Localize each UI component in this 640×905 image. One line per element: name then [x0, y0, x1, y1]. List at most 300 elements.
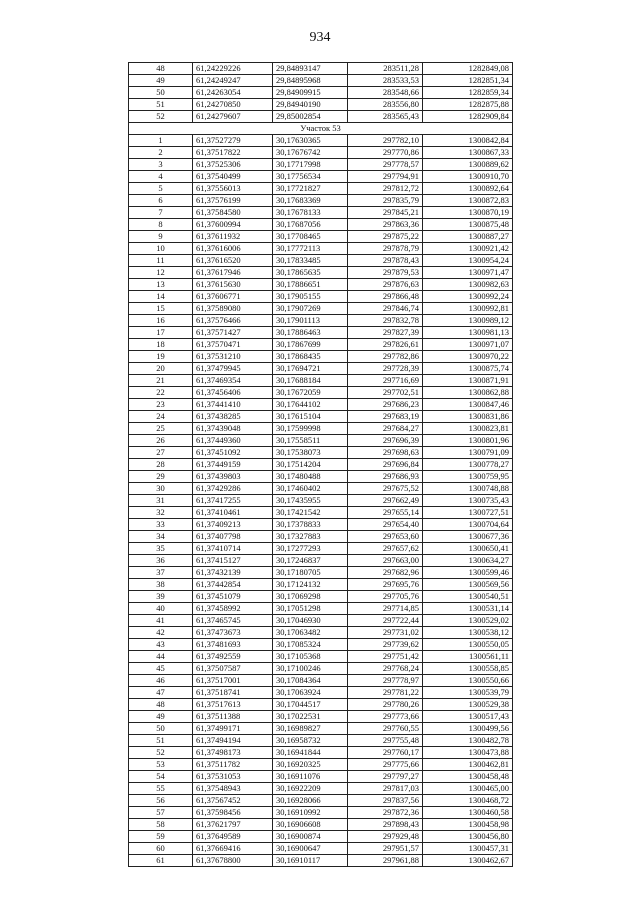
longitude-cell: 30,17676742: [273, 147, 348, 159]
latitude-cell: 61,37606771: [193, 291, 273, 303]
longitude-cell: 30,17717998: [273, 159, 348, 171]
coord-x-cell: 297951,57: [348, 843, 423, 855]
latitude-cell: 61,37469354: [193, 375, 273, 387]
coord-x-cell: 297716,69: [348, 375, 423, 387]
longitude-cell: 30,17630365: [273, 135, 348, 147]
latitude-cell: 61,37517822: [193, 147, 273, 159]
coord-x-cell: 283548,66: [348, 87, 423, 99]
latitude-cell: 61,37556013: [193, 183, 273, 195]
latitude-cell: 61,37540499: [193, 171, 273, 183]
latitude-cell: 61,37417255: [193, 495, 273, 507]
point-number-cell: 60: [129, 843, 193, 855]
point-number-cell: 30: [129, 483, 193, 495]
longitude-cell: 30,16910117: [273, 855, 348, 867]
coord-x-cell: 297794,91: [348, 171, 423, 183]
latitude-cell: 61,37518741: [193, 687, 273, 699]
point-number-cell: 25: [129, 423, 193, 435]
table-row: [129, 435, 513, 447]
coord-x-cell: 297846,74: [348, 303, 423, 315]
point-number-cell: 56: [129, 795, 193, 807]
longitude-cell: 30,17105368: [273, 651, 348, 663]
longitude-cell: 30,17683369: [273, 195, 348, 207]
table-row: [129, 759, 513, 771]
table-row: [129, 627, 513, 639]
table-row: [129, 387, 513, 399]
point-number-cell: 37: [129, 567, 193, 579]
latitude-cell: 61,37456406: [193, 387, 273, 399]
point-number-cell: 33: [129, 519, 193, 531]
latitude-cell: 61,37616006: [193, 243, 273, 255]
point-number-cell: 46: [129, 675, 193, 687]
coord-x-cell: 297898,43: [348, 819, 423, 831]
coord-y-cell: 1300727,51: [423, 507, 513, 519]
latitude-cell: 61,37584580: [193, 207, 273, 219]
coord-x-cell: 297696,84: [348, 459, 423, 471]
table-row: [129, 243, 513, 255]
table-row: [129, 711, 513, 723]
longitude-cell: 30,17085324: [273, 639, 348, 651]
coord-x-cell: 297654,40: [348, 519, 423, 531]
section-header: [129, 123, 513, 135]
point-number-cell: 17: [129, 327, 193, 339]
table-row: [129, 807, 513, 819]
latitude-cell: 61,37410714: [193, 543, 273, 555]
coord-y-cell: 1300529,38: [423, 699, 513, 711]
longitude-cell: 30,17708465: [273, 231, 348, 243]
latitude-cell: 61,37410461: [193, 507, 273, 519]
coord-y-cell: 1300517,43: [423, 711, 513, 723]
point-number-cell: 49: [129, 711, 193, 723]
coord-y-cell: 1300650,41: [423, 543, 513, 555]
coord-y-cell: 1300473,88: [423, 747, 513, 759]
coord-x-cell: 297722,44: [348, 615, 423, 627]
coord-y-cell: 1282849,08: [423, 63, 513, 75]
table-row: [129, 507, 513, 519]
coord-y-cell: 1300499,56: [423, 723, 513, 735]
point-number-cell: 52: [129, 747, 193, 759]
coord-y-cell: 1300550,05: [423, 639, 513, 651]
table-row: [129, 63, 513, 75]
table-row: [129, 639, 513, 651]
coord-x-cell: 297768,24: [348, 663, 423, 675]
table-row: [129, 195, 513, 207]
table-row: [129, 675, 513, 687]
latitude-cell: 61,37616520: [193, 255, 273, 267]
latitude-cell: 61,37494194: [193, 735, 273, 747]
longitude-cell: 30,17421542: [273, 507, 348, 519]
coord-y-cell: 1300887,27: [423, 231, 513, 243]
coord-x-cell: 297705,76: [348, 591, 423, 603]
coord-x-cell: 297827,39: [348, 327, 423, 339]
latitude-cell: 61,24249247: [193, 75, 273, 87]
table-row: [129, 843, 513, 855]
coord-x-cell: 297755,48: [348, 735, 423, 747]
coord-x-cell: 297876,63: [348, 279, 423, 291]
coord-x-cell: 297837,56: [348, 795, 423, 807]
longitude-cell: 30,17051298: [273, 603, 348, 615]
latitude-cell: 61,37442854: [193, 579, 273, 591]
table-row: [129, 423, 513, 435]
coord-x-cell: 297657,62: [348, 543, 423, 555]
point-number-cell: 15: [129, 303, 193, 315]
table-row: [129, 459, 513, 471]
longitude-cell: 30,17615104: [273, 411, 348, 423]
longitude-cell: 30,17435955: [273, 495, 348, 507]
longitude-cell: 30,16911076: [273, 771, 348, 783]
latitude-cell: 61,37576199: [193, 195, 273, 207]
latitude-cell: 61,37598456: [193, 807, 273, 819]
table-row: [129, 495, 513, 507]
longitude-cell: 30,16906608: [273, 819, 348, 831]
latitude-cell: 61,37517001: [193, 675, 273, 687]
coord-y-cell: 1300529,02: [423, 615, 513, 627]
latitude-cell: 61,37525306: [193, 159, 273, 171]
longitude-cell: 30,17833485: [273, 255, 348, 267]
point-number-cell: 34: [129, 531, 193, 543]
point-number-cell: 31: [129, 495, 193, 507]
table-row: [129, 375, 513, 387]
coord-y-cell: 1300823,81: [423, 423, 513, 435]
longitude-cell: 30,17022531: [273, 711, 348, 723]
table-row: [129, 291, 513, 303]
point-number-cell: 3: [129, 159, 193, 171]
table-row: [129, 219, 513, 231]
point-number-cell: 54: [129, 771, 193, 783]
latitude-cell: 61,37451079: [193, 591, 273, 603]
table-row: [129, 183, 513, 195]
table-row: [129, 795, 513, 807]
coord-y-cell: 1282875,88: [423, 99, 513, 111]
latitude-cell: 61,37481693: [193, 639, 273, 651]
latitude-cell: 61,24263054: [193, 87, 273, 99]
point-number-cell: 57: [129, 807, 193, 819]
coord-x-cell: 297683,19: [348, 411, 423, 423]
point-number-cell: 50: [129, 87, 193, 99]
coord-x-cell: 297863,36: [348, 219, 423, 231]
point-number-cell: 22: [129, 387, 193, 399]
coord-y-cell: 1300989,12: [423, 315, 513, 327]
longitude-cell: 30,17084364: [273, 675, 348, 687]
point-number-cell: 8: [129, 219, 193, 231]
longitude-cell: 30,17886651: [273, 279, 348, 291]
longitude-cell: 30,16910992: [273, 807, 348, 819]
longitude-cell: 30,17721827: [273, 183, 348, 195]
point-number-cell: 29: [129, 471, 193, 483]
latitude-cell: 61,24270850: [193, 99, 273, 111]
coord-y-cell: 1300971,47: [423, 267, 513, 279]
point-number-cell: 9: [129, 231, 193, 243]
latitude-cell: 61,37548943: [193, 783, 273, 795]
coord-y-cell: 1300748,88: [423, 483, 513, 495]
longitude-cell: 30,17046930: [273, 615, 348, 627]
point-number-cell: 20: [129, 363, 193, 375]
point-number-cell: 28: [129, 459, 193, 471]
longitude-cell: 30,17460402: [273, 483, 348, 495]
coord-x-cell: 297832,78: [348, 315, 423, 327]
coord-x-cell: 297760,55: [348, 723, 423, 735]
longitude-cell: 30,17124132: [273, 579, 348, 591]
coord-y-cell: 1300842,84: [423, 135, 513, 147]
point-number-cell: 7: [129, 207, 193, 219]
point-number-cell: 11: [129, 255, 193, 267]
coord-x-cell: 297663,00: [348, 555, 423, 567]
latitude-cell: 61,24279607: [193, 111, 273, 123]
table-row: [129, 351, 513, 363]
latitude-cell: 61,37415127: [193, 555, 273, 567]
longitude-cell: 29,84893147: [273, 63, 348, 75]
coord-y-cell: 1282909,84: [423, 111, 513, 123]
point-number-cell: 2: [129, 147, 193, 159]
table-row: [129, 399, 513, 411]
table-row: [129, 615, 513, 627]
latitude-cell: 61,37451092: [193, 447, 273, 459]
longitude-cell: 30,17678133: [273, 207, 348, 219]
coord-y-cell: 1300847,46: [423, 399, 513, 411]
longitude-cell: 30,16900647: [273, 843, 348, 855]
point-number-cell: 12: [129, 267, 193, 279]
coord-x-cell: 297695,76: [348, 579, 423, 591]
latitude-cell: 61,37498173: [193, 747, 273, 759]
longitude-cell: 30,17558511: [273, 435, 348, 447]
table-row: [129, 159, 513, 171]
coord-x-cell: 297698,63: [348, 447, 423, 459]
latitude-cell: 61,37439048: [193, 423, 273, 435]
longitude-cell: 29,84940190: [273, 99, 348, 111]
latitude-cell: 61,37570471: [193, 339, 273, 351]
longitude-cell: 30,17044517: [273, 699, 348, 711]
latitude-cell: 61,37615630: [193, 279, 273, 291]
coord-y-cell: 1300457,31: [423, 843, 513, 855]
longitude-cell: 30,17599998: [273, 423, 348, 435]
coord-y-cell: 1300462,81: [423, 759, 513, 771]
coord-x-cell: 297675,52: [348, 483, 423, 495]
latitude-cell: 61,37439803: [193, 471, 273, 483]
coord-y-cell: 1300540,51: [423, 591, 513, 603]
coord-x-cell: 297812,72: [348, 183, 423, 195]
point-number-cell: 35: [129, 543, 193, 555]
latitude-cell: 61,37432139: [193, 567, 273, 579]
latitude-cell: 61,37473673: [193, 627, 273, 639]
point-number-cell: 18: [129, 339, 193, 351]
coordinates-rows-after: [129, 135, 513, 867]
point-number-cell: 10: [129, 243, 193, 255]
coord-x-cell: 283533,53: [348, 75, 423, 87]
longitude-cell: 30,17246837: [273, 555, 348, 567]
table-row: [129, 99, 513, 111]
table-row: [129, 651, 513, 663]
table-row: [129, 663, 513, 675]
point-number-cell: 32: [129, 507, 193, 519]
point-number-cell: 16: [129, 315, 193, 327]
coord-y-cell: 1300531,14: [423, 603, 513, 615]
coord-y-cell: 1300468,72: [423, 795, 513, 807]
coord-x-cell: 297686,23: [348, 399, 423, 411]
latitude-cell: 61,37449159: [193, 459, 273, 471]
coord-x-cell: 297780,26: [348, 699, 423, 711]
table-row: [129, 699, 513, 711]
longitude-cell: 30,16958732: [273, 735, 348, 747]
coord-y-cell: 1300561,11: [423, 651, 513, 663]
table-row: [129, 543, 513, 555]
point-number-cell: 19: [129, 351, 193, 363]
point-number-cell: 40: [129, 603, 193, 615]
table-row: [129, 723, 513, 735]
coord-y-cell: 1300599,46: [423, 567, 513, 579]
coord-x-cell: 297731,02: [348, 627, 423, 639]
point-number-cell: 49: [129, 75, 193, 87]
table-row: [129, 135, 513, 147]
longitude-cell: 30,17538073: [273, 447, 348, 459]
coord-y-cell: 1300870,19: [423, 207, 513, 219]
point-number-cell: 44: [129, 651, 193, 663]
coord-y-cell: 1300889,62: [423, 159, 513, 171]
table-row: [129, 471, 513, 483]
coord-y-cell: 1300871,91: [423, 375, 513, 387]
coord-y-cell: 1300634,27: [423, 555, 513, 567]
longitude-cell: 30,17756534: [273, 171, 348, 183]
latitude-cell: 61,37531210: [193, 351, 273, 363]
table-row: [129, 531, 513, 543]
coord-y-cell: 1300704,64: [423, 519, 513, 531]
coord-x-cell: 283565,43: [348, 111, 423, 123]
coord-x-cell: 283511,28: [348, 63, 423, 75]
longitude-cell: 30,17867699: [273, 339, 348, 351]
coord-x-cell: 297781,22: [348, 687, 423, 699]
coord-x-cell: 297929,48: [348, 831, 423, 843]
coord-y-cell: 1300982,63: [423, 279, 513, 291]
coord-y-cell: 1300538,12: [423, 627, 513, 639]
latitude-cell: 61,37511388: [193, 711, 273, 723]
coord-x-cell: 297778,97: [348, 675, 423, 687]
coord-y-cell: 1300465,00: [423, 783, 513, 795]
longitude-cell: 30,16900874: [273, 831, 348, 843]
table-row: [129, 111, 513, 123]
coord-y-cell: 1300971,07: [423, 339, 513, 351]
latitude-cell: 61,37669416: [193, 843, 273, 855]
coordinates-table: [128, 62, 513, 867]
point-number-cell: 26: [129, 435, 193, 447]
table-row: [129, 579, 513, 591]
longitude-cell: 30,16922209: [273, 783, 348, 795]
coord-y-cell: 1300992,24: [423, 291, 513, 303]
coord-y-cell: 1300677,36: [423, 531, 513, 543]
coord-y-cell: 1300550,66: [423, 675, 513, 687]
point-number-cell: 45: [129, 663, 193, 675]
point-number-cell: 39: [129, 591, 193, 603]
table-row: [129, 819, 513, 831]
point-number-cell: 48: [129, 63, 193, 75]
longitude-cell: 30,17672059: [273, 387, 348, 399]
latitude-cell: 61,37465745: [193, 615, 273, 627]
latitude-cell: 61,37407798: [193, 531, 273, 543]
coord-y-cell: 1300735,43: [423, 495, 513, 507]
coord-y-cell: 1300801,96: [423, 435, 513, 447]
coord-x-cell: 297875,22: [348, 231, 423, 243]
table-row: [129, 771, 513, 783]
coord-x-cell: 297773,66: [348, 711, 423, 723]
point-number-cell: 24: [129, 411, 193, 423]
table-row: [129, 147, 513, 159]
coord-x-cell: 297817,03: [348, 783, 423, 795]
coord-x-cell: 297872,36: [348, 807, 423, 819]
latitude-cell: 61,37517613: [193, 699, 273, 711]
table-row: [129, 483, 513, 495]
longitude-cell: 30,17868435: [273, 351, 348, 363]
latitude-cell: 61,37409213: [193, 519, 273, 531]
coord-x-cell: 297775,66: [348, 759, 423, 771]
point-number-cell: 1: [129, 135, 193, 147]
longitude-cell: 30,17100246: [273, 663, 348, 675]
coord-x-cell: 297662,49: [348, 495, 423, 507]
table-row: [129, 735, 513, 747]
table-row: [129, 411, 513, 423]
coord-x-cell: 297702,51: [348, 387, 423, 399]
longitude-cell: 30,17905155: [273, 291, 348, 303]
coord-x-cell: 297653,60: [348, 531, 423, 543]
coord-y-cell: 1300791,09: [423, 447, 513, 459]
table-row: [129, 87, 513, 99]
coord-x-cell: 297782,86: [348, 351, 423, 363]
point-number-cell: 36: [129, 555, 193, 567]
latitude-cell: 61,37479945: [193, 363, 273, 375]
table-row: [129, 687, 513, 699]
longitude-cell: 30,17277293: [273, 543, 348, 555]
longitude-cell: 30,17886463: [273, 327, 348, 339]
table-row: [129, 339, 513, 351]
latitude-cell: 61,37492559: [193, 651, 273, 663]
coord-y-cell: 1300867,33: [423, 147, 513, 159]
point-number-cell: 6: [129, 195, 193, 207]
longitude-cell: 30,17180705: [273, 567, 348, 579]
page-number: 934: [309, 30, 331, 45]
point-number-cell: 4: [129, 171, 193, 183]
table-row: [129, 855, 513, 867]
coord-x-cell: 297686,93: [348, 471, 423, 483]
point-number-cell: 43: [129, 639, 193, 651]
latitude-cell: 61,37438285: [193, 411, 273, 423]
coord-y-cell: 1300910,70: [423, 171, 513, 183]
coord-x-cell: 297879,53: [348, 267, 423, 279]
coord-y-cell: 1300875,74: [423, 363, 513, 375]
latitude-cell: 61,37567452: [193, 795, 273, 807]
table-row: [129, 447, 513, 459]
latitude-cell: 61,37458992: [193, 603, 273, 615]
coord-y-cell: 1300892,64: [423, 183, 513, 195]
coord-x-cell: 297760,17: [348, 747, 423, 759]
point-number-cell: 5: [129, 183, 193, 195]
coord-y-cell: 1300921,42: [423, 243, 513, 255]
latitude-cell: 61,37531053: [193, 771, 273, 783]
coord-x-cell: 297961,88: [348, 855, 423, 867]
latitude-cell: 61,37499171: [193, 723, 273, 735]
table-row: [129, 327, 513, 339]
latitude-cell: 61,24229226: [193, 63, 273, 75]
coord-x-cell: 297866,48: [348, 291, 423, 303]
coord-x-cell: 297797,27: [348, 771, 423, 783]
table-row: [129, 591, 513, 603]
coord-y-cell: 1300992,81: [423, 303, 513, 315]
longitude-cell: 30,16920325: [273, 759, 348, 771]
table-row: [129, 519, 513, 531]
point-number-cell: 50: [129, 723, 193, 735]
point-number-cell: 38: [129, 579, 193, 591]
longitude-cell: 30,17063482: [273, 627, 348, 639]
longitude-cell: 30,17687056: [273, 219, 348, 231]
point-number-cell: 27: [129, 447, 193, 459]
coord-x-cell: 297684,27: [348, 423, 423, 435]
latitude-cell: 61,37600994: [193, 219, 273, 231]
coord-y-cell: 1300456,80: [423, 831, 513, 843]
